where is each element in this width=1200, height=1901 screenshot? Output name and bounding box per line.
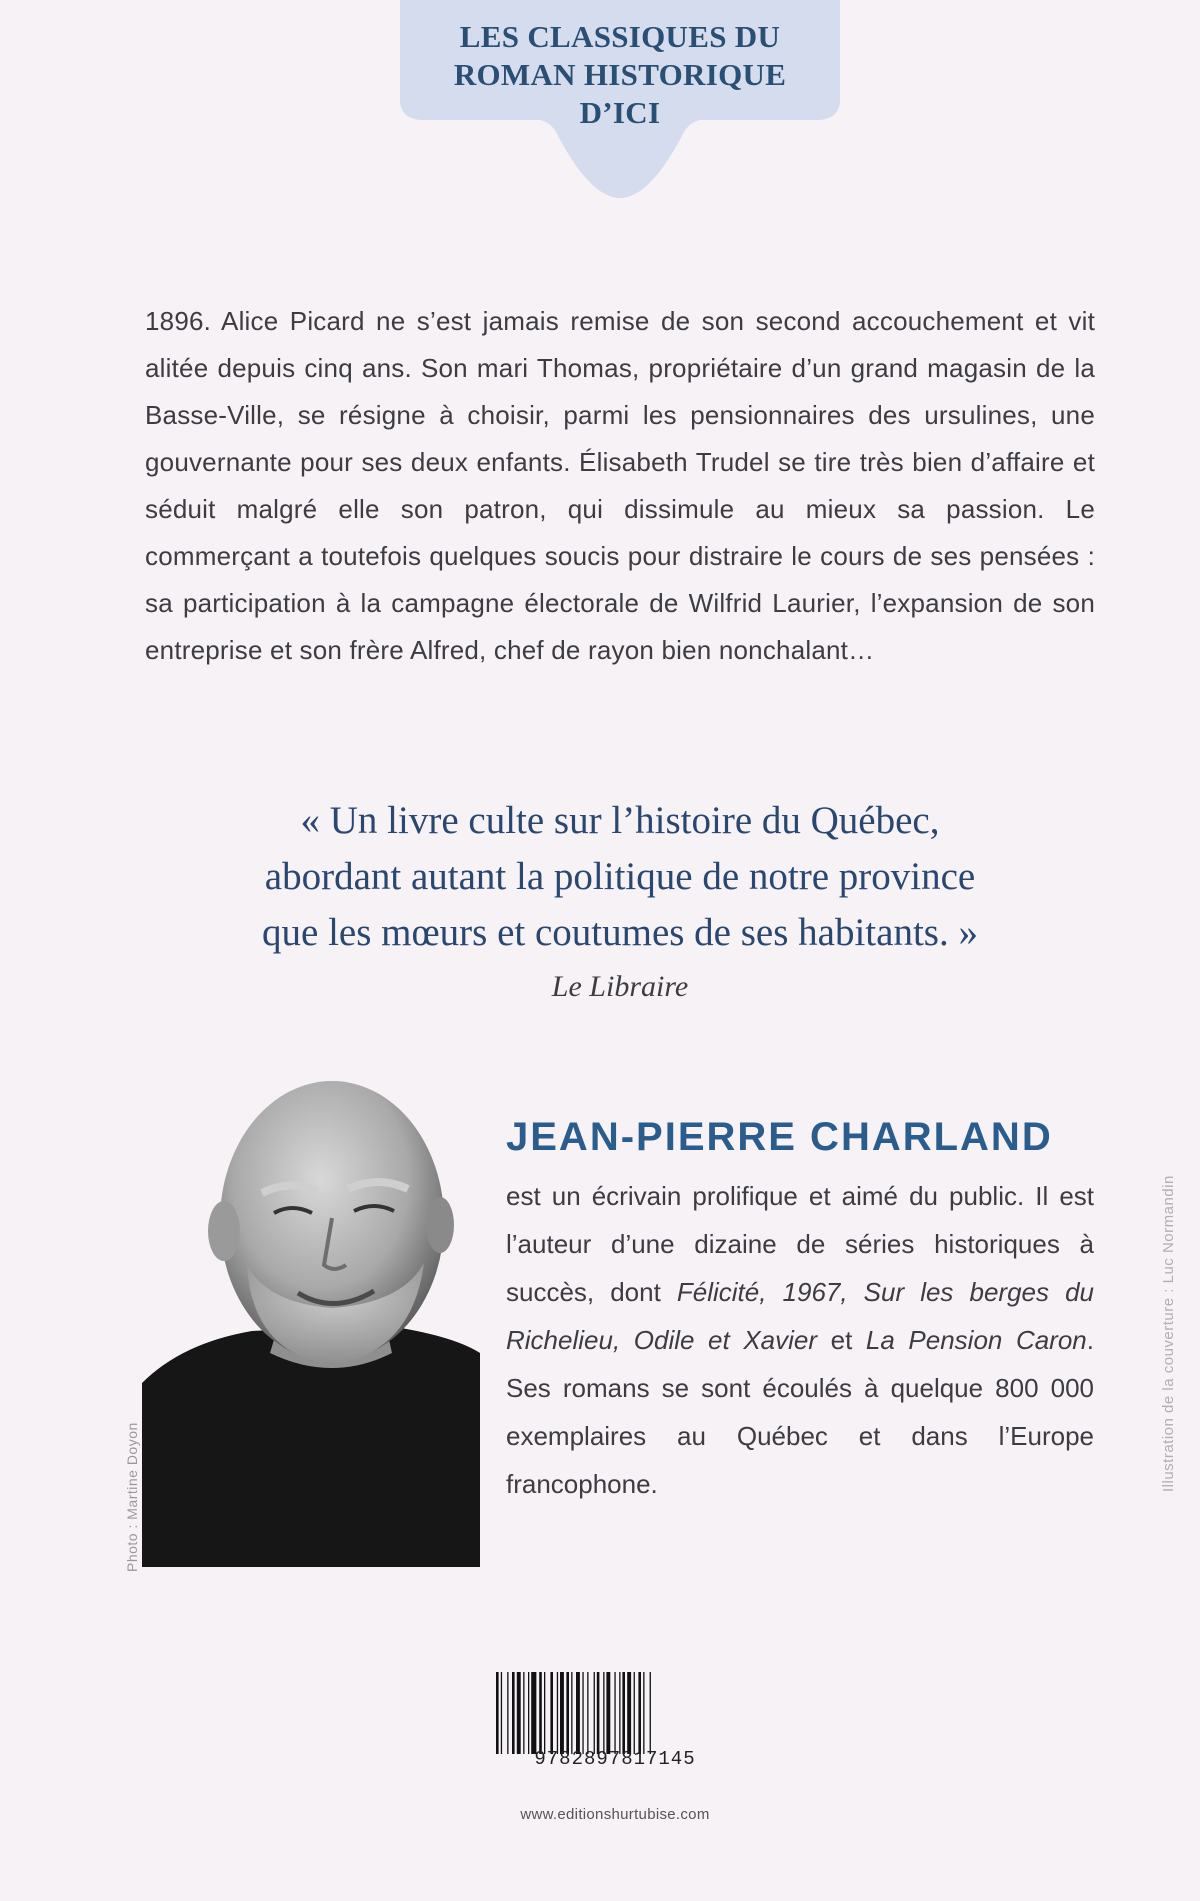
barcode-bar <box>501 1672 502 1754</box>
barcode-bar <box>597 1672 600 1754</box>
barcode-bar <box>627 1672 631 1754</box>
author-name: JEAN-PIERRE CHARLAND <box>506 1115 1053 1159</box>
barcode-bar <box>614 1672 615 1754</box>
barcode-bar <box>539 1672 542 1754</box>
barcode-bar <box>606 1672 610 1754</box>
barcode-bar <box>594 1672 595 1754</box>
bio-text-3: . Ses romans se sont écoulés à quelque 800 000 exemplaires au Québec et dans l’Europe francophone. <box>506 1325 1094 1499</box>
review-quote <box>150 793 1090 961</box>
barcode-bar <box>517 1672 521 1754</box>
barcode-bar <box>650 1672 651 1754</box>
barcode-bar <box>643 1672 644 1754</box>
cover-illustration-credit: Illustration de la couverture : Luc Normandin <box>1160 1175 1177 1492</box>
bio-text-1: est un écrivain prolifique et aimé du public. Il est l’auteur d’une dizaine de séries historiques à succès, dont <box>506 1181 1094 1307</box>
barcode-bar <box>571 1672 572 1754</box>
photo-credit: Photo : Martine Doyon <box>124 1422 140 1572</box>
isbn-number: 9782897817145 <box>534 1748 696 1770</box>
barcode-bar <box>566 1672 569 1754</box>
barcode-bar <box>576 1672 580 1754</box>
synopsis: 1896. Alice Picard ne s’est jamais remise de son second accouchement et vit alitée depuis cinq ans. Son mari Thomas, propriétaire d’un grand magasin de la Basse-Ville, se résigne à choisir, parmi les pensionnaires des ursulines, une gouvernante pour ses deux enfants. Élisabeth Trudel se tire très bien d’affaire et séduit malgré elle son patron, qui dissimule au mieux sa passion. Le commerçant a toutefois quelques soucis pour distraire le cours de ses pensées : sa participation à la campagne électorale de Wilfrid Laurier, l’expansion de son entreprise et son frère Alfred, chef de rayon bien nonchalant… <box>145 306 1095 665</box>
barcode-bar <box>603 1672 604 1754</box>
series-title-line-1: LES CLASSIQUES DU <box>459 19 781 54</box>
barcode-bar <box>523 1672 524 1754</box>
quote-line-2: abordant autant la politique de notre province <box>264 855 976 898</box>
author-bio <box>506 1172 1094 1508</box>
quote-line-1: « Un livre culte sur l’histoire du Québec, <box>300 799 940 842</box>
barcode-bar <box>531 1672 536 1754</box>
barcode-bar <box>634 1672 635 1754</box>
series-title-line-3: D’ICI <box>579 95 661 130</box>
barcode-bar <box>507 1672 508 1754</box>
barcode-bar <box>560 1672 564 1754</box>
author-photo <box>142 1053 480 1567</box>
barcode-bar <box>587 1672 588 1754</box>
barcode-bar <box>582 1672 583 1754</box>
series-title <box>400 18 840 132</box>
barcode <box>492 1672 738 1810</box>
barcode-bar <box>528 1672 529 1754</box>
bio-text-2: et <box>817 1325 866 1355</box>
barcode-bars <box>492 1672 738 1754</box>
publisher-website: www.editionshurtubise.com <box>520 1806 710 1823</box>
bio-works-2: La Pension Caron <box>865 1325 1087 1355</box>
bio-works-1: Félicité, 1967, Sur les berges du Richelieu, Odile et Xavier <box>506 1277 1094 1355</box>
barcode-bar <box>622 1672 625 1754</box>
barcode-bar <box>619 1672 620 1754</box>
quote-line-3: que les mœurs et coutumes de ses habitants. » <box>262 911 978 954</box>
series-title-line-2: ROMAN HISTORIQUE <box>453 57 787 92</box>
barcode-bar <box>557 1672 558 1754</box>
barcode-bar <box>638 1672 641 1754</box>
barcode-bar <box>512 1672 515 1754</box>
quote-source: Le Libraire <box>551 970 689 1003</box>
series-banner <box>400 0 840 198</box>
barcode-bar <box>544 1672 545 1754</box>
barcode-bar <box>550 1672 553 1754</box>
barcode-bar <box>496 1672 499 1754</box>
